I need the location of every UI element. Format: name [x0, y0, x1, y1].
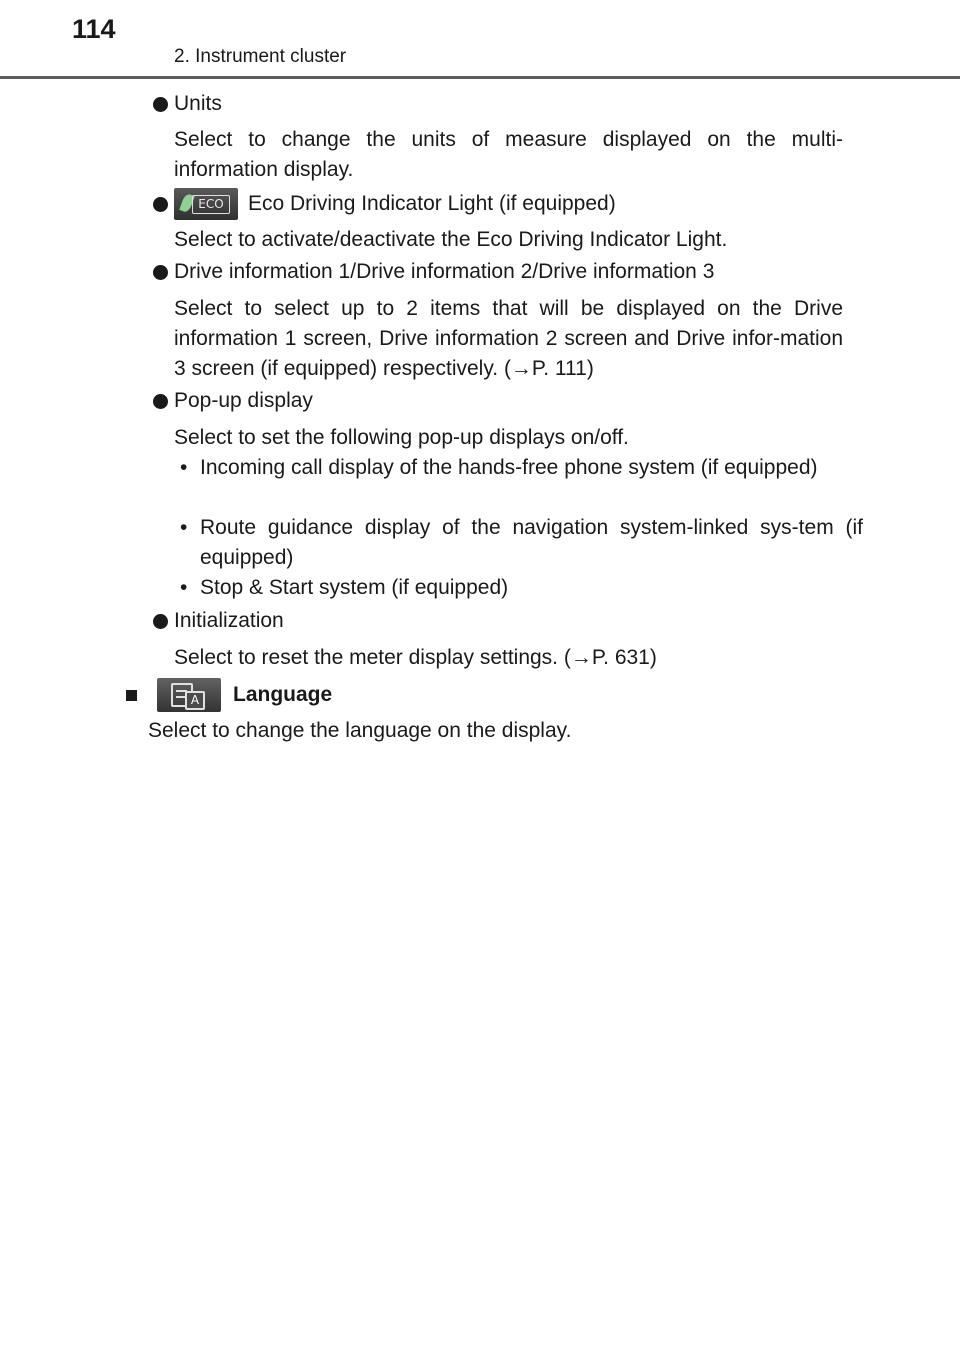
language-icon [157, 678, 221, 712]
popup-heading [153, 386, 843, 416]
popup-list-item: • Route guidance display of the navigation system-linked sys-tem (if equipped) [180, 513, 863, 573]
eco-title: Eco Driving Indicator Light (if equipped) [248, 192, 616, 215]
bullet-icon [153, 97, 168, 112]
initialization-heading [153, 606, 843, 636]
units-heading [153, 89, 843, 119]
bullet-icon [153, 197, 168, 212]
list-dot: • [180, 516, 188, 539]
language-icon-label: A [185, 691, 205, 710]
page-header [0, 0, 960, 80]
initialization-title: Initialization [174, 609, 284, 632]
eco-heading [153, 187, 843, 221]
language-description: Select to change the language on the display. [148, 719, 572, 742]
list-dot: • [180, 576, 188, 599]
popup-description: Select to set the following pop-up displays on/off. [174, 426, 629, 449]
eco-indicator-icon [174, 188, 238, 220]
units-description: Select to change the units of measure displayed on the multi-information display. [174, 128, 843, 181]
popup-list-item: • Stop & Start system (if equipped) [180, 573, 863, 603]
eco-description: Select to activate/deactivate the Eco Driving Indicator Light. [174, 228, 728, 251]
language-title: Language [233, 683, 333, 706]
header-divider [0, 76, 960, 79]
units-title: Units [174, 92, 222, 115]
eco-icon-label: ECO [192, 195, 230, 214]
section-title: 2. Instrument cluster [174, 46, 347, 67]
popup-title: Pop-up display [174, 389, 313, 412]
page-number: 114 [72, 14, 116, 44]
initialization-description: Select to reset the meter display settings. (→P. 631) [174, 646, 657, 669]
bullet-icon [153, 614, 168, 629]
bullet-icon [153, 394, 168, 409]
language-heading [150, 677, 840, 713]
drive-info-heading [153, 257, 843, 287]
list-dot: • [180, 456, 188, 479]
popup-list-item: • Incoming call display of the hands-free phone system (if equipped) [180, 453, 863, 483]
drive-info-title: Drive information 1/Drive information 2/Drive information 3 [174, 260, 715, 283]
drive-info-description: Select to select up to 2 items that will be displayed on the Drive information 1 screen, Drive information 2 screen and Drive infor-mation 3 screen (if equipped) respectively. (→P. 111) [174, 297, 843, 380]
square-bullet-icon [126, 690, 137, 701]
bullet-icon [153, 265, 168, 280]
